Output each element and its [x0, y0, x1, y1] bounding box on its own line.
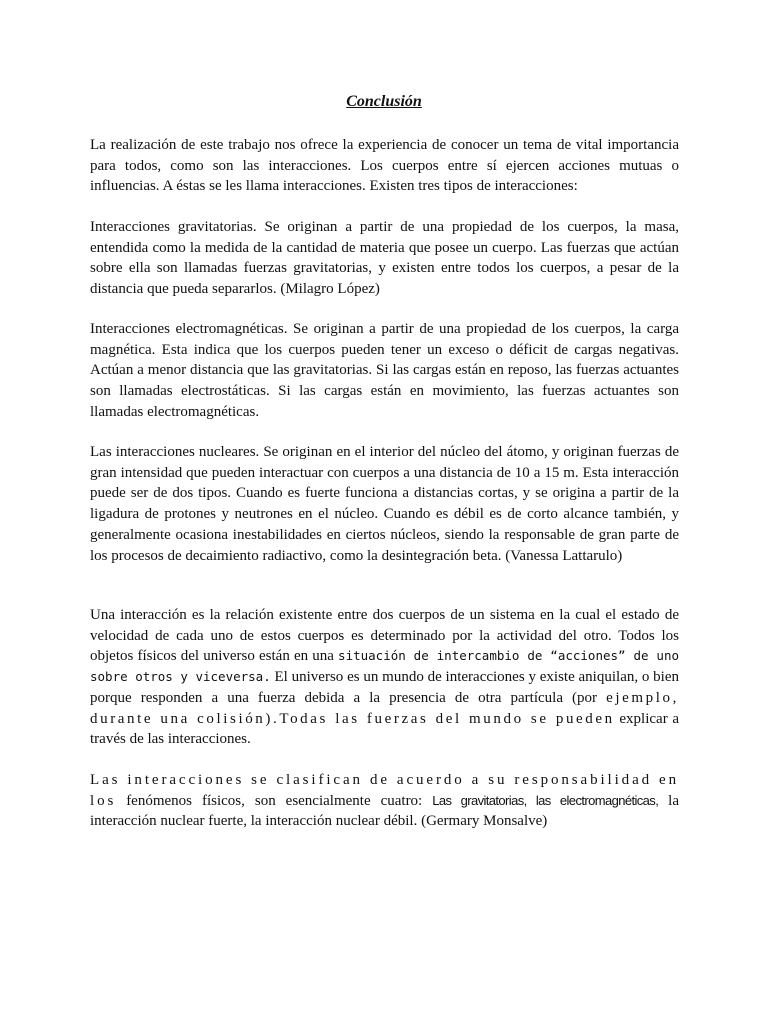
paragraph-text-segment-condensed: Las gravitatorias, las electromagnéticas, — [432, 792, 659, 808]
paragraph-nuclear: Las interacciones nucleares. Se originan en el interior del núcleo del átomo, y originan fuerzas de gran intensidad que pueden interactuar con cuerpos a una distancia de 10 a 15 m. Esta interacción puede ser de dos tipos. Cuando es fuerte funciona a distancias cortas, y se origina a partir de la ligadura de protones y neutrones en el núcleo. Cuando es débil es de corto alcance también, y generalmente ocasiona inestabilidades en ciertos núcleos, siendo la responsable de gran parte de los procesos de decaimiento radiactivo, como la desintegración beta. (Vanessa Lattarulo) — [90, 444, 679, 564]
paragraph-intro: La realización de este trabajo nos ofrece la experiencia de conocer un tema de vital importancia para todos, como son las interacciones. Los cuerpos entre sí ejercen acciones mutuas o influencias. A éstas se les llama interacciones. Existen tres tipos de interacciones: — [90, 137, 679, 195]
paragraph-classification — [90, 770, 679, 832]
paragraph-gravitational: Interacciones gravitatorias. Se originan a partir de una propiedad de los cuerpos, la masa, entendida como la medida de la cantidad de materia que posee un cuerpo. Las fuerzas que actúan sobre ella son llamadas fuerzas gravitatorias, y existen entre todos los cuerpos, a pesar de la distancia que pueda separarlos. (Milagro López) — [90, 219, 679, 298]
paragraph-text-segment-mono: situación de intercambio de “acciones” de uno sobre otros y viceversa. — [90, 648, 679, 685]
paragraph-text-segment: El universo es un mundo de interacciones y existe aniquilan, o bien porque responden a una fuerza debida a la presencia de otra partícula (por — [90, 669, 679, 706]
paragraph-interaction-definition — [90, 605, 679, 750]
paragraph-text-segment: fenómenos físicos, son esencialmente cuatro: — [116, 792, 433, 809]
paragraph-text-segment: Una interacción es la relación existente entre dos cuerpos de un sistema en la cual el estado de velocidad de cada uno de estos cuerpos es determinado por la actividad del otro. Todos los objetos físicos del universo están en una — [90, 607, 679, 665]
paragraph-text-segment: explicar a través de las interacciones. — [90, 710, 680, 748]
paragraph-text-segment: la interacción nuclear fuerte, la interacción nuclear débil. (Germary Monsalve) — [90, 792, 679, 830]
paragraph-text-segment-spaced: ejemplo, durante una colisión).Todas las fuerzas del mundo se pueden — [90, 689, 679, 727]
paragraph-electromagnetic: Interacciones electromagnéticas. Se originan a partir de una propiedad de los cuerpos, la carga magnética. Esta indica que los cuerpos pueden tener un exceso o déficit de cargas negativas. Actúan a menor distancia que las gravitatorias. Si las cargas están en reposo, las fuerzas actuantes son llamadas electrostáticas. Si las cargas están en movimiento, las fuerzas actuantes son llamadas electromagnéticas. — [90, 321, 679, 420]
page-title: Conclusión — [346, 93, 422, 110]
paragraph-text-segment-spaced: Las interacciones se clasifican de acuerdo a su responsabilidad en los — [90, 772, 679, 809]
